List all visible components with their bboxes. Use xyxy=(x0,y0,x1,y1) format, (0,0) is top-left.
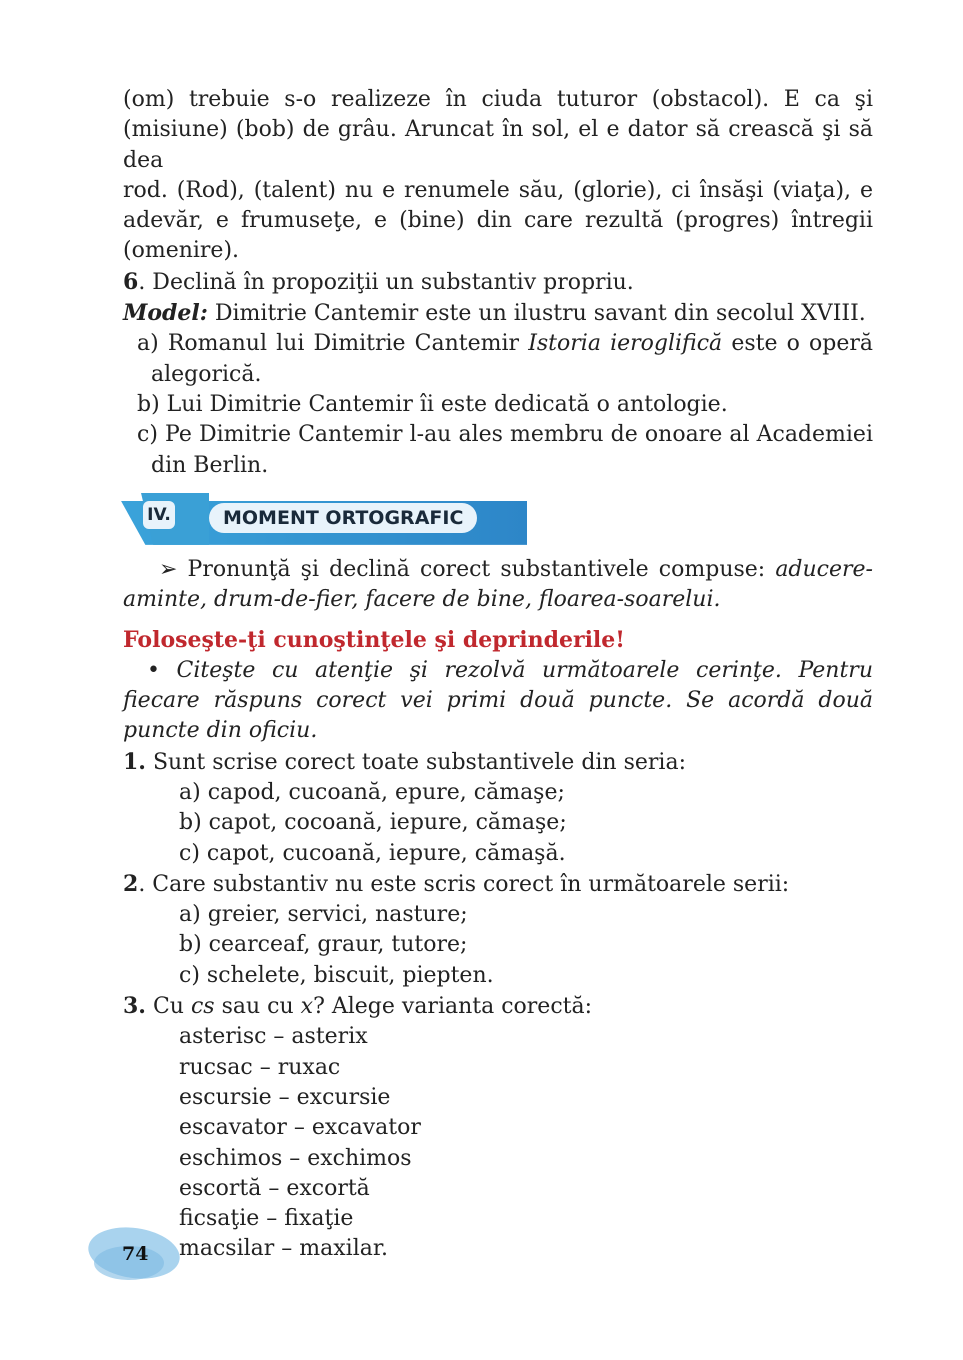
question-text: . Care substantiv nu este scris corect în următoarele serii: xyxy=(138,871,790,897)
task-text: Pronunţă şi declină corect substantivele compuse: xyxy=(177,556,776,582)
arrow-bullet-icon: ➢ xyxy=(159,556,178,582)
word-pair: escavator – excavator xyxy=(179,1115,421,1141)
instruction-text: Citeşte cu atenţie şi rezolvă următoarele cerinţe. Pentru fiecare răspuns corect vei primi două puncte. Se acordă două puncte din oficiu. xyxy=(123,657,873,744)
question-text: sau cu xyxy=(214,994,301,1020)
page-number-badge xyxy=(88,1228,180,1282)
section-title: MOMENT ORTOGRAFIC xyxy=(209,503,477,533)
page-content xyxy=(123,85,873,1265)
word-pair: rucsac – ruxac xyxy=(179,1054,341,1080)
exercise-text: . Declină în propoziţii un substantiv propriu. xyxy=(138,269,634,295)
question-text: x xyxy=(300,994,314,1020)
exercise-6-c: c) Pe Dimitrie Cantemir l-au ales membru de onoare al Academiei din Berlin. xyxy=(137,422,873,478)
exercise-6-b: b) Lui Dimitrie Cantemir îi este dedicată o antologie. xyxy=(137,391,728,417)
book-title: Istoria ieroglifică xyxy=(528,331,723,357)
exercise-number: 6 xyxy=(123,268,139,295)
task-words: aducere-aminte, drum-de-fier, facere de bine, floarea-soarelui. xyxy=(123,556,873,613)
option-text: a) Romanul lui Dimitrie Cantemir xyxy=(137,331,529,357)
question-2 xyxy=(123,869,873,900)
word-pair: macsilar – maxilar. xyxy=(179,1236,388,1262)
question-text: Cu xyxy=(145,994,191,1020)
word-pair: asterisc – asterix xyxy=(179,1024,368,1050)
exercise-6 xyxy=(123,267,873,298)
section-banner xyxy=(121,493,527,545)
question-number: 1. xyxy=(123,748,146,775)
bullet-icon: • xyxy=(147,657,160,683)
exercise-6-a xyxy=(123,329,873,390)
model-line xyxy=(123,298,873,329)
option: c) schelete, biscuit, piepten. xyxy=(179,962,494,988)
option: c) capot, cucoană, iepure, cămaşă. xyxy=(179,840,566,866)
question-3 xyxy=(123,991,873,1022)
option: a) greier, servici, nasture; xyxy=(179,902,468,928)
question-number: 3. xyxy=(123,993,146,1020)
option: b) capot, cocoană, iepure, cămaşe; xyxy=(179,810,567,836)
question-text: ? Alege varianta corectă: xyxy=(313,994,593,1020)
word-pair: eschimos – exchimos xyxy=(179,1145,412,1171)
instruction xyxy=(123,656,873,747)
option: b) cearceaf, graur, tutore; xyxy=(179,932,468,958)
ortho-task xyxy=(123,555,873,616)
section-number: IV. xyxy=(143,501,175,529)
option-text: este o operă alegorică. xyxy=(151,331,874,387)
word-pair: escursie – excursie xyxy=(179,1084,391,1110)
word-pair: ficsaţie – fixaţie xyxy=(179,1206,354,1232)
question-number: 2 xyxy=(123,870,139,897)
model-label: Model: xyxy=(123,300,208,327)
question-1 xyxy=(123,747,873,778)
page-number: 74 xyxy=(122,1243,149,1265)
text-line: (om) trebuie s-o realizeze în ciuda tuturor (obstacol). E ca şi xyxy=(123,87,873,112)
word-pair: escortă – excortă xyxy=(179,1175,370,1201)
question-text: Sunt scrise corect toate substantivele din seria: xyxy=(145,749,686,775)
text-line: (misiune) (bob) de grâu. Aruncat în sol, el e dator să crească şi să dea xyxy=(123,117,873,173)
question-text: cs xyxy=(190,994,215,1020)
text-line: rod. (Rod), (talent) nu e renumele său, (glorie), ci însăşi (viaţa), e xyxy=(123,177,873,203)
text-line: adevăr, e frumuseţe, e (bine) din care rezultă (progres) întregii xyxy=(123,208,873,234)
option: a) capod, cucoană, epure, cămaşe; xyxy=(179,779,565,805)
model-text: Dimitrie Cantemir este un ilustru savant din secolul XVIII. xyxy=(207,301,866,327)
section-heading: Foloseşte-ţi cunoştinţele şi deprinderile! xyxy=(123,627,625,654)
text-line: (omenire). xyxy=(123,238,240,264)
